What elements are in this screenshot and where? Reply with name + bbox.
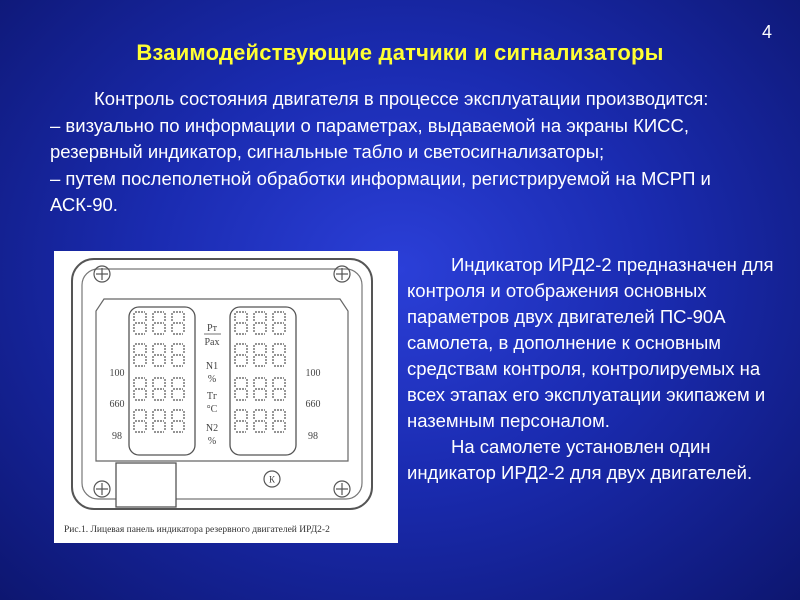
- screw-icon: [334, 266, 350, 282]
- description-para-1: Индикатор ИРД2-2 предназначен для контроля и отображения основных параметров двух двигателей ПС-90А самолета, в дополнение к основным средствам контроля, контролируемых на всех этапах его эксплуатации экипажем и наземным персоналом.: [407, 254, 774, 431]
- left-digit-window: [129, 307, 195, 455]
- label-n1-unit: %: [207, 374, 217, 385]
- left-scale-3: 98: [112, 431, 122, 442]
- label-tg: Тг: [206, 391, 218, 402]
- label-tg-unit: °С: [206, 404, 218, 415]
- label-pt: Рт: [207, 323, 217, 334]
- label-n1: N1: [205, 361, 219, 372]
- description-para-2: На самолете установлен один индикатор ИРД2-2 для двух двигателей.: [407, 436, 753, 483]
- right-scale-1: 100: [305, 368, 321, 379]
- screw-icon: [94, 266, 110, 282]
- indicator-panel-drawing: [54, 251, 398, 543]
- intro-text: [50, 86, 750, 219]
- indicator-figure: [54, 251, 398, 543]
- right-scale-2: 660: [305, 399, 321, 410]
- right-digit-window: [230, 307, 296, 455]
- left-scale-2: 660: [109, 399, 125, 410]
- left-scale-1: 100: [109, 368, 125, 379]
- figure-caption: Рис.1. Лицевая панель индикатора резервного двигателей ИРД2-2: [64, 525, 330, 535]
- slide-number: 4: [761, 22, 772, 42]
- label-pax: Рах: [204, 337, 220, 348]
- label-n2-unit: %: [207, 436, 217, 447]
- slide-title: Взаимодействующие датчики и сигнализаторы: [136, 40, 664, 65]
- intro-line-3: – путем послеполетной обработки информации, регистрируемой на МСРП и АСК-90.: [50, 167, 711, 215]
- screw-icon: [334, 481, 350, 497]
- screw-icon: [94, 481, 110, 497]
- label-n2: N2: [205, 423, 219, 434]
- right-scale-3: 98: [308, 431, 318, 442]
- intro-line-1: Контроль состояния двигателя в процессе эксплуатации производится:: [94, 88, 709, 109]
- connector-box: [116, 463, 176, 507]
- knob-label: К: [268, 474, 276, 485]
- intro-line-2: – визуально по информации о параметрах, выдаваемой на экраны КИСС, резервный индикатор, сигнальные табло и светосигнализаторы;: [50, 114, 689, 162]
- description-text: [407, 252, 782, 486]
